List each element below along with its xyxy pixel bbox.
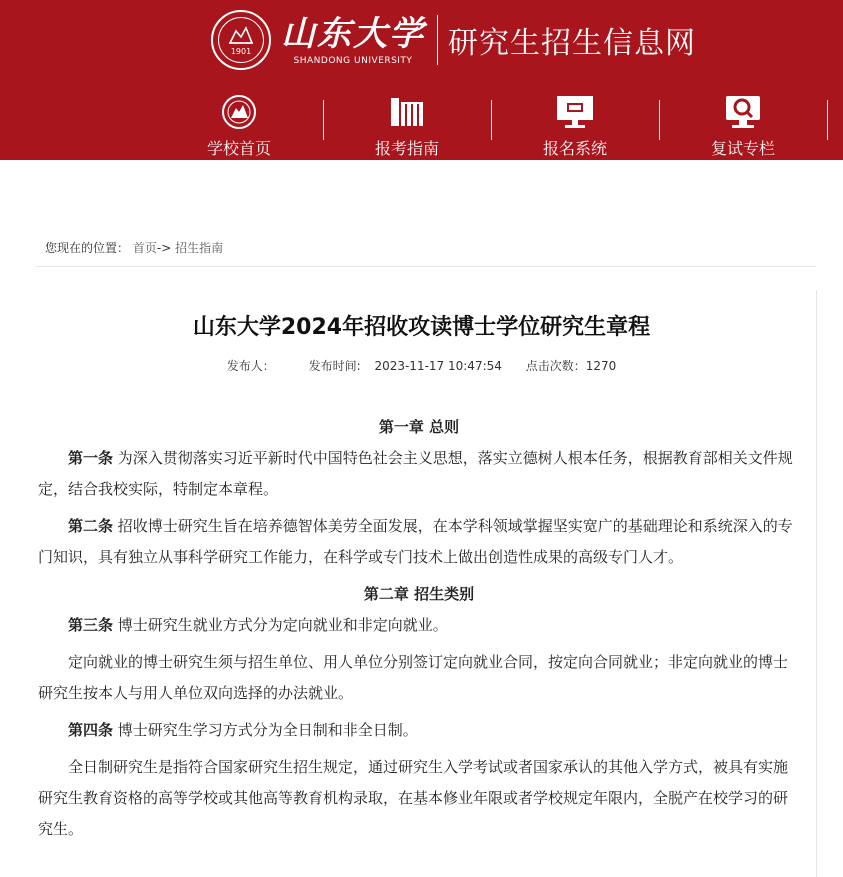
chapter-heading: 第一章 总则 [378, 418, 460, 436]
article-paragraph: 定向就业的博士研究生须与招生单位、用人单位分别签订定向就业合同，按定向合同就业；非定向就业的博士研究生按本人与用人单位双向选择的办法就业。 [38, 653, 789, 702]
breadcrumb [45, 239, 223, 256]
registration-monitor-icon [555, 94, 595, 130]
article-paragraph [38, 443, 800, 505]
article-paragraph [38, 511, 800, 573]
breadcrumb-prefix: 您现在的位置： [45, 241, 130, 255]
article-paragraph [38, 715, 800, 746]
click-count-value: 1270 [585, 359, 617, 373]
breadcrumb-home-link[interactable]: 首页 [132, 241, 157, 255]
content-side-border [816, 290, 817, 877]
nav-item-interview[interactable] [683, 92, 803, 160]
breadcrumb-divider [36, 266, 816, 267]
nav-item-school-home[interactable] [179, 92, 299, 160]
article-title: 山东大学2024年招收攻读博士学位研究生章程 [192, 315, 651, 340]
brand-divider [437, 15, 438, 65]
site-title: 研究生招生信息网 [448, 26, 696, 61]
nav-divider [827, 100, 828, 140]
chapter-heading: 第二章 招生类别 [363, 585, 475, 603]
article-clause-text: 招收博士研究生旨在培养德智体美劳全面发展，在本学科领域掌握坚实宽广的基础理论和系统深入的专门知识，具有独立从事科学研究工作能力，在科学或专门技术上做出创造性成果的高级专门人才。 [38, 517, 793, 566]
guide-book-icon [387, 94, 427, 130]
brand-name-cn: 山东大学 [281, 14, 425, 54]
nav-divider [323, 100, 324, 140]
nav-item-registration[interactable] [515, 92, 635, 160]
site-header [0, 0, 843, 160]
breadcrumb-separator: -> [156, 241, 172, 255]
main-nav [0, 92, 843, 160]
article-paragraph [38, 610, 800, 641]
article-clause-text: 博士研究生学习方式分为全日制和非全日制。 [113, 721, 418, 739]
nav-label: 报名系统 [542, 139, 607, 158]
article-clause-text: 博士研究生就业方式分为定向就业和非定向就业。 [113, 616, 448, 634]
seal-year: 1901 [230, 46, 252, 56]
nav-item-guide[interactable] [347, 92, 467, 160]
article-meta [0, 357, 843, 374]
interview-search-icon [723, 94, 763, 130]
publish-time-value: 2023-11-17 10:47:54 [374, 359, 502, 373]
nav-label: 复试专栏 [710, 139, 775, 158]
article-clause-text: 为深入贯彻落实习近平新时代中国特色社会主义思想，落实立德树人根本任务，根据教育部相关文件规定，结合我校实际，特制定本章程。 [38, 449, 793, 498]
nav-label: 学校首页 [206, 139, 271, 158]
article-clause-heading: 第一条 [68, 449, 114, 467]
article-clause-heading: 第四条 [68, 721, 114, 739]
school-seal-icon [219, 94, 259, 130]
university-seal-icon [211, 10, 271, 70]
article-paragraph: 全日制研究生是指符合国家研究生招生规定，通过研究生入学考试或者国家承认的其他入学方式，被具有实施研究生教育资格的高等学校或其他高等教育机构录取，在基本修业年限或者学校规定年限内，全脱产在校学习的研究生。 [38, 758, 789, 838]
breadcrumb-current-link[interactable]: 招生指南 [175, 241, 224, 255]
article-clause-heading: 第三条 [68, 616, 114, 634]
publisher-label: 发布人： [226, 359, 275, 373]
publish-time-label: 发布时间: [308, 359, 361, 373]
brand[interactable] [211, 8, 696, 72]
article-clause-heading: 第二条 [68, 517, 114, 535]
nav-divider [659, 100, 660, 140]
article-body [38, 412, 800, 851]
click-count-label: 点击次数： [525, 359, 586, 373]
brand-name-en: SHANDONG UNIVERSITY [293, 56, 413, 66]
nav-divider [491, 100, 492, 140]
nav-label: 报考指南 [374, 139, 439, 158]
